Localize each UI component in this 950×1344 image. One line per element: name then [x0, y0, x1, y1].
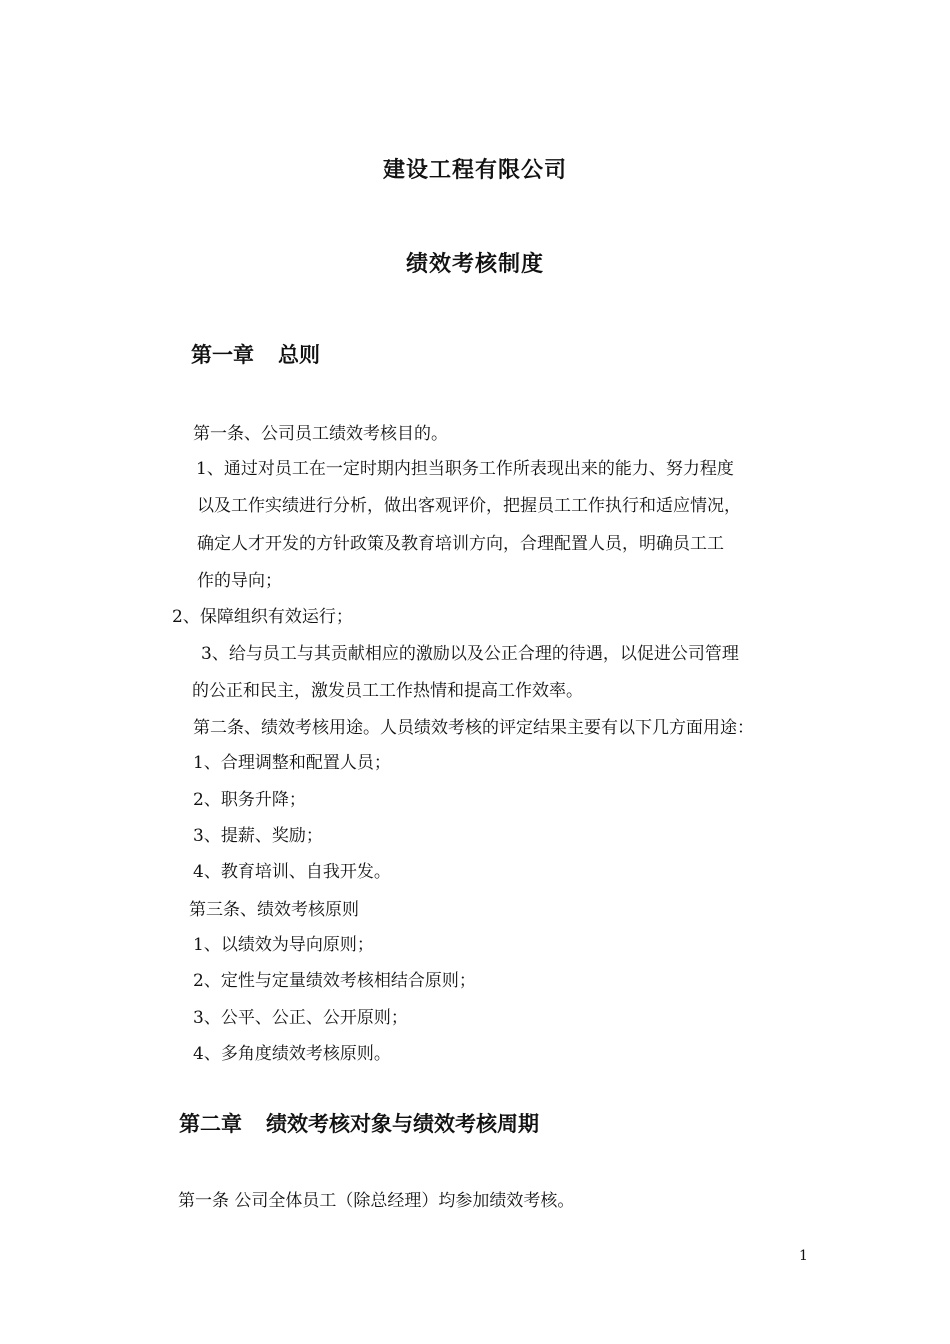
paragraph-line: 4、教育培训、自我开发。 [193, 862, 391, 882]
paragraph-line: 3、提薪、奖励； [193, 826, 323, 846]
paragraph-line: 2、定性与定量绩效考核相结合原则； [193, 971, 476, 991]
paragraph-line: 第二条、绩效考核用途。人员绩效考核的评定结果主要有以下几方面用途： [193, 718, 754, 738]
paragraph-line: 1、以绩效为导向原则； [193, 935, 374, 955]
paragraph-line: 第三条、绩效考核原则 [189, 900, 359, 920]
paragraph-line: 3、公平、公正、公开原则； [193, 1008, 408, 1028]
page-number: 1 [799, 1248, 808, 1264]
paragraph-line: 1、合理调整和配置人员； [193, 753, 391, 773]
document-title: 绩效考核制度 [405, 252, 544, 277]
chapter-2-number: 第二章 [179, 1112, 242, 1136]
paragraph-line: 1、通过对员工在一定时期内担当职务工作所表现出来的能力、努力程度 [196, 459, 734, 479]
chapter-2-name: 绩效考核对象与绩效考核周期 [266, 1112, 539, 1136]
paragraph-line: 以及工作实绩进行分析，做出客观评价，把握员工工作执行和适应情况， [197, 496, 741, 516]
chapter-1-number: 第一章 [191, 343, 254, 367]
paragraph-line: 3、给与员工与其贡献相应的激励以及公正合理的待遇，以促进公司管理 [201, 644, 739, 664]
company-name: 建设工程有限公司 [382, 158, 567, 183]
paragraph-line: 确定人才开发的方针政策及教育培训方向，合理配置人员，明确员工工 [197, 534, 724, 554]
paragraph-line: 4、多角度绩效考核原则。 [193, 1044, 391, 1064]
paragraph-line: 第一条 公司全体员工（除总经理）均参加绩效考核。 [178, 1191, 575, 1211]
paragraph-line: 的公正和民主，激发员工工作热情和提高工作效率。 [192, 681, 583, 701]
chapter-1-name: 总则 [278, 343, 320, 367]
paragraph-line: 2、职务升降； [193, 790, 306, 810]
chapter-1-heading [191, 342, 320, 368]
paragraph-line: 作的导向； [197, 571, 282, 591]
chapter-2-heading [179, 1111, 539, 1137]
paragraph-line: 2、保障组织有效运行； [172, 607, 353, 627]
paragraph-line: 第一条、公司员工绩效考核目的。 [193, 424, 448, 444]
